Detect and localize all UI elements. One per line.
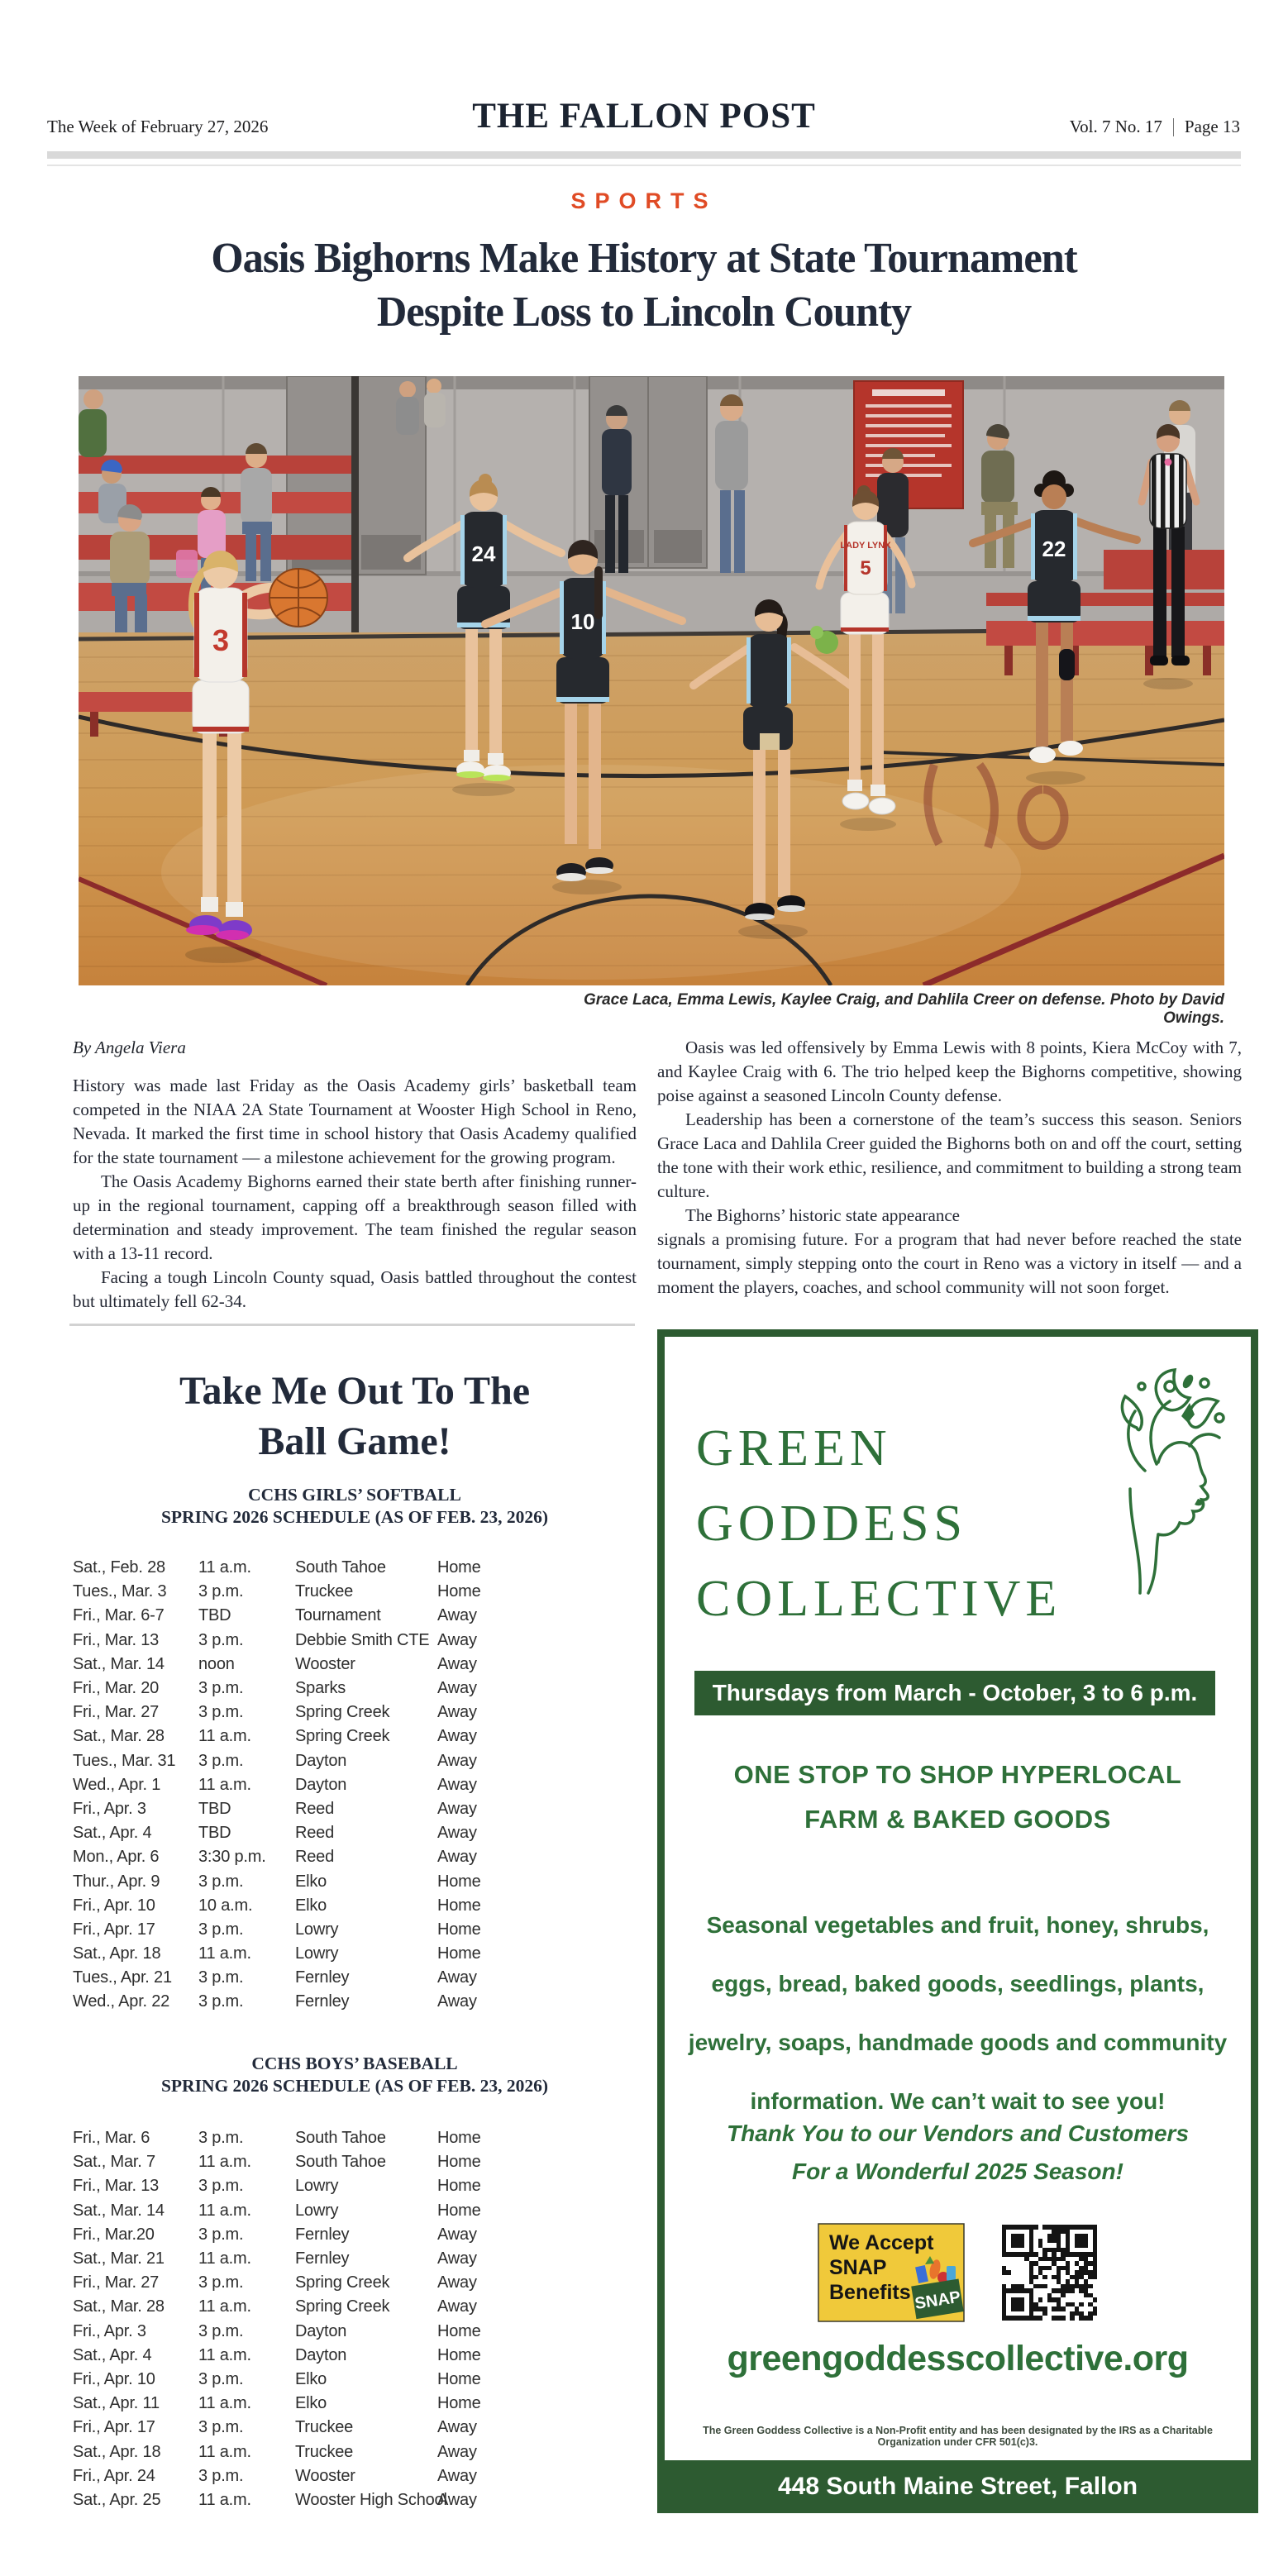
baseball-schedule-heading bbox=[73, 2053, 637, 2097]
schedule-row bbox=[73, 2416, 643, 2440]
jersey-number: 10 bbox=[570, 609, 595, 634]
schedule-cell: Wed., Apr. 22 bbox=[73, 1992, 170, 2011]
baseball-title: CCHS BOYS’ BASEBALL bbox=[251, 2054, 458, 2073]
masthead-title: THE FALLON POST bbox=[472, 97, 816, 136]
schedule-cell: Away bbox=[437, 2273, 477, 2292]
schedule-cell: South Tahoe bbox=[295, 1558, 386, 1577]
schedule-cell: Away bbox=[437, 1848, 477, 1867]
article-paragraph: signals a promising future. For a program that had never before reached the state tournament, simply stepping onto the court in Reno was a victory in itself — and a moment the players, coaches, and school community will not soon forget. bbox=[657, 1229, 1242, 1297]
schedule-cell: 3 p.m. bbox=[198, 1582, 244, 1601]
schedule-cell: Away bbox=[437, 2442, 477, 2461]
schedule-cell: Home bbox=[437, 2321, 481, 2340]
schedule-cell: Away bbox=[437, 1727, 477, 1746]
snap-badge-line: SNAP bbox=[828, 2256, 887, 2279]
article-headline bbox=[19, 231, 1268, 339]
schedule-row bbox=[73, 2320, 643, 2344]
baseball-schedule-table bbox=[73, 2126, 643, 2512]
ad-website: greengoddesscollective.org bbox=[727, 2339, 1189, 2378]
schedule-cell: Spring Creek bbox=[295, 2273, 390, 2292]
schedule-row bbox=[73, 2392, 643, 2416]
schedule-cell: 3 p.m. bbox=[198, 1992, 244, 2011]
schedule-cell: Fri., Mar. 6 bbox=[73, 2129, 150, 2148]
schedule-cell: Away bbox=[437, 2297, 477, 2316]
schedule-cell: Wooster bbox=[295, 1654, 355, 1673]
schedule-row bbox=[73, 2199, 643, 2223]
schedule-row bbox=[73, 2464, 643, 2488]
schedule-cell: 11 a.m. bbox=[198, 2345, 251, 2364]
schedule-cell: Fernley bbox=[295, 2225, 350, 2244]
baseball-subtitle: SPRING 2026 SCHEDULE (AS OF FEB. 23, 2026) bbox=[160, 2076, 549, 2096]
schedule-row bbox=[73, 1749, 643, 1773]
article-paragraph: Leadership has been a cornerstone of the team’s success this season. Seniors Grace Laca and Dahlila Creer guided the Bighorns both on and off the court, setting the tone with their work ethic, resilience, and commitment to building a strong team culture. bbox=[657, 1109, 1242, 1201]
schedule-row bbox=[73, 1629, 643, 1653]
schedule-cell: Fri., Mar. 13 bbox=[73, 2177, 160, 2196]
snap-badge-line: Benefits bbox=[828, 2281, 911, 2304]
schedule-row bbox=[73, 2344, 643, 2368]
softball-title: CCHS GIRLS’ SOFTBALL bbox=[248, 1485, 461, 1505]
goddess-face-icon bbox=[1066, 1365, 1231, 1613]
schedule-cell: Away bbox=[437, 1968, 477, 1987]
page-number: Page 13 bbox=[1184, 117, 1240, 136]
schedule-cell: 11 a.m. bbox=[198, 2394, 251, 2413]
article-paragraph: Oasis was led offensively by Emma Lewis with 8 points, Kiera McCoy with 7, and Kaylee Craig with 6. The trio helped keep the Bighorns competitive, showing poise against a seasoned Lincoln County defense. bbox=[657, 1038, 1242, 1105]
jersey-number: 3 bbox=[212, 623, 230, 657]
schedule-cell: 11 a.m. bbox=[198, 2201, 251, 2220]
schedule-cell: noon bbox=[198, 1654, 235, 1673]
schedule-cell: Fri., Mar. 6-7 bbox=[73, 1606, 165, 1625]
qr-code bbox=[1001, 2224, 1099, 2321]
schedule-cell: Wooster High School bbox=[295, 2490, 447, 2509]
schedule-cell: 3 p.m. bbox=[198, 2418, 244, 2437]
ballgame-heading-line-2: Ball Game! bbox=[258, 1419, 451, 1463]
schedule-cell: Sat., Apr. 18 bbox=[73, 1944, 161, 1963]
schedule-cell: Elko bbox=[295, 1896, 327, 1915]
schedule-row bbox=[73, 2295, 643, 2319]
schedule-cell: Fernley bbox=[295, 1968, 350, 1987]
article-paragraph: The Bighorns’ historic state appearance bbox=[685, 1205, 960, 1225]
schedule-cell: Fri., Mar.20 bbox=[73, 2225, 155, 2244]
headline-line-2: Despite Loss to Lincoln County bbox=[376, 289, 912, 336]
jersey-number: 22 bbox=[1042, 537, 1066, 561]
snap-bag-label: SNAP bbox=[913, 2287, 962, 2314]
schedule-cell: Truckee bbox=[295, 2418, 354, 2437]
schedule-cell: Away bbox=[437, 2466, 477, 2485]
schedule-cell: Lowry bbox=[295, 1920, 339, 1939]
schedule-cell: Sat., Apr. 4 bbox=[73, 2345, 152, 2364]
basketball bbox=[270, 569, 327, 627]
article-paragraph: History was made last Friday as the Oasis Academy girls’ basketball team competed in the NIAA 2A State Tournament at Wooster High School in Reno, Nevada. It marked the first time in school history that Oasis Academy qualified for the state tournament — a milestone achievement for the growing program. bbox=[73, 1076, 637, 1167]
schedule-row bbox=[73, 1724, 643, 1748]
schedule-cell: Home bbox=[437, 1558, 481, 1577]
schedule-row bbox=[73, 1797, 643, 1821]
schedule-row bbox=[73, 2150, 643, 2174]
schedule-cell: Away bbox=[437, 1775, 477, 1794]
schedule-cell: Home bbox=[437, 2394, 481, 2413]
schedule-cell: Wooster bbox=[295, 2466, 355, 2485]
schedule-cell: South Tahoe bbox=[295, 2129, 386, 2148]
schedule-cell: Home bbox=[437, 1920, 481, 1939]
game-photo-illustration bbox=[79, 376, 1224, 985]
article-paragraph: Facing a tough Lincoln County squad, Oasis battled throughout the contest but ultimately fell 62-34. bbox=[73, 1267, 637, 1311]
schedule-cell: Home bbox=[437, 2129, 481, 2148]
schedule-cell: Fri., Mar. 27 bbox=[73, 1703, 160, 1722]
schedule-row bbox=[73, 1894, 643, 1918]
schedule-row bbox=[73, 1966, 643, 1990]
schedule-cell: Spring Creek bbox=[295, 1703, 390, 1722]
schedule-cell: 3 p.m. bbox=[198, 2225, 244, 2244]
schedule-cell: 3 p.m. bbox=[198, 2369, 244, 2388]
ballgame-heading bbox=[73, 1366, 637, 1467]
schedule-cell: 3 p.m. bbox=[198, 2466, 244, 2485]
schedule-cell: 3 p.m. bbox=[198, 2321, 244, 2340]
schedule-cell: Spring Creek bbox=[295, 2297, 390, 2316]
schedule-cell: Home bbox=[437, 1582, 481, 1601]
schedule-cell: Home bbox=[437, 1896, 481, 1915]
schedule-cell: 11 a.m. bbox=[198, 2490, 251, 2509]
schedule-cell: Home bbox=[437, 2153, 481, 2172]
schedule-row bbox=[73, 1918, 643, 1942]
schedule-row bbox=[73, 1869, 643, 1893]
schedule-row bbox=[73, 1821, 643, 1845]
schedule-cell: Tues., Apr. 21 bbox=[73, 1968, 172, 1987]
softball-schedule-heading bbox=[73, 1484, 637, 1529]
ad-fine-print: The Green Goddess Collective is a Non-Profit entity and has been designated by the IRS as a Charitable Organization under CFR 501(c)3. bbox=[703, 2425, 1213, 2448]
schedule-cell: Sat., Apr. 25 bbox=[73, 2490, 161, 2509]
schedule-row bbox=[73, 1580, 643, 1604]
header-rule-thin bbox=[47, 165, 1241, 166]
schedule-cell: 3 p.m. bbox=[198, 2273, 244, 2292]
schedule-cell: 11 a.m. bbox=[198, 1944, 251, 1963]
schedule-cell: Away bbox=[437, 2249, 477, 2268]
schedule-cell: Tues., Mar. 31 bbox=[73, 1751, 176, 1770]
schedule-cell: Sat., Apr. 4 bbox=[73, 1824, 152, 1843]
schedule-row bbox=[73, 1604, 643, 1628]
schedule-cell: Away bbox=[437, 1654, 477, 1673]
schedule-cell: Reed bbox=[295, 1848, 335, 1867]
volume-number: Vol. 7 No. 17 bbox=[1069, 117, 1162, 136]
schedule-cell: Fri., Mar. 20 bbox=[73, 1679, 160, 1698]
schedule-cell: Fri., Apr. 17 bbox=[73, 2418, 155, 2437]
softball-subtitle: SPRING 2026 SCHEDULE (AS OF FEB. 23, 2026) bbox=[160, 1507, 549, 1527]
schedule-cell: TBD bbox=[198, 1606, 231, 1625]
schedule-cell: Home bbox=[437, 2201, 481, 2220]
pipe-divider bbox=[1173, 118, 1174, 136]
jersey-team-name: LADY LYNX bbox=[840, 541, 891, 551]
schedule-row bbox=[73, 1942, 643, 1966]
schedule-cell: 3 p.m. bbox=[198, 1703, 244, 1722]
jersey-number: 24 bbox=[471, 541, 496, 566]
schedule-cell: Dayton bbox=[295, 2321, 347, 2340]
header-rule-thick bbox=[47, 151, 1241, 159]
schedule-cell: Fri., Mar. 27 bbox=[73, 2273, 160, 2292]
section-divider-rule bbox=[69, 1324, 635, 1326]
schedule-cell: Debbie Smith CTE bbox=[295, 1630, 430, 1649]
schedule-cell: Away bbox=[437, 1992, 477, 2011]
schedule-cell: Fri., Mar. 13 bbox=[73, 1630, 160, 1649]
schedule-row bbox=[73, 2488, 643, 2512]
schedule-cell: Lowry bbox=[295, 1944, 339, 1963]
schedule-cell: 11 a.m. bbox=[198, 2249, 251, 2268]
schedule-cell: TBD bbox=[198, 1799, 231, 1818]
schedule-row bbox=[73, 1556, 643, 1580]
schedule-cell: Elko bbox=[295, 2394, 327, 2413]
snap-benefits-badge bbox=[818, 2223, 965, 2322]
schedule-cell: Fernley bbox=[295, 1992, 350, 2011]
schedule-row bbox=[73, 1990, 643, 2014]
schedule-cell: South Tahoe bbox=[295, 2153, 386, 2172]
schedule-cell: Dayton bbox=[295, 1751, 347, 1770]
ad-brand-line: GODDESS bbox=[696, 1496, 967, 1552]
schedule-cell: Mon., Apr. 6 bbox=[73, 1848, 160, 1867]
schedule-cell: Fri., Apr. 24 bbox=[73, 2466, 155, 2485]
schedule-cell: Away bbox=[437, 2225, 477, 2244]
section-label-sports: SPORTS bbox=[570, 188, 718, 213]
schedule-cell: 11 a.m. bbox=[198, 2297, 251, 2316]
schedule-cell: Sat., Mar. 28 bbox=[73, 1727, 165, 1746]
schedule-row bbox=[73, 2247, 643, 2271]
schedule-cell: Sat., Mar. 14 bbox=[73, 2201, 165, 2220]
schedule-cell: 3 p.m. bbox=[198, 1751, 244, 1770]
schedule-cell: 3 p.m. bbox=[198, 1920, 244, 1939]
schedule-cell: Elko bbox=[295, 1872, 327, 1891]
schedule-row bbox=[73, 2368, 643, 2392]
ad-headline-line-2: FARM & BAKED GOODS bbox=[804, 1805, 1111, 1834]
schedule-cell: Fri., Apr. 10 bbox=[73, 2369, 155, 2388]
article-column-left bbox=[73, 1074, 637, 1314]
schedule-cell: 3 p.m. bbox=[198, 1679, 244, 1698]
ad-address-bar: 448 South Maine Street, Fallon bbox=[657, 2460, 1258, 2513]
ad-headline-line-1: ONE STOP TO SHOP HYPERLOCAL bbox=[733, 1760, 1182, 1789]
schedule-cell: Home bbox=[437, 2177, 481, 2196]
ad-brand-line: COLLECTIVE bbox=[696, 1571, 1062, 1627]
ad-body-text: Seasonal vegetables and fruit, honey, shrubs, eggs, bread, baked goods, seedlings, plants, jewelry, soaps, handmade goods and community information. We can’t wait to see you! bbox=[688, 1912, 1228, 2114]
schedule-row bbox=[73, 1773, 643, 1797]
schedule-cell: Home bbox=[437, 1944, 481, 1963]
schedule-cell: Home bbox=[437, 1872, 481, 1891]
schedule-cell: Elko bbox=[295, 2369, 327, 2388]
jersey-number: 5 bbox=[860, 557, 871, 580]
ad-brand-wordmark bbox=[696, 1411, 1061, 1637]
snap-badge-line: We Accept bbox=[828, 2231, 934, 2254]
schedule-cell: Sat., Feb. 28 bbox=[73, 1558, 165, 1577]
schedule-cell: 3 p.m. bbox=[198, 1872, 244, 1891]
schedule-cell: Lowry bbox=[295, 2177, 339, 2196]
schedule-cell: Tues., Mar. 3 bbox=[73, 1582, 167, 1601]
schedule-cell: Lowry bbox=[295, 2201, 339, 2220]
schedule-row bbox=[73, 2271, 643, 2295]
headline-line-1: Oasis Bighorns Make History at State Tournament bbox=[211, 235, 1077, 282]
schedule-cell: 11 a.m. bbox=[198, 2442, 251, 2461]
schedule-row bbox=[73, 2440, 643, 2464]
schedule-cell: Home bbox=[437, 2345, 481, 2364]
schedule-cell: Fri., Apr. 10 bbox=[73, 1896, 155, 1915]
schedule-cell: Fri., Apr. 3 bbox=[73, 1799, 146, 1818]
schedule-cell: Sat., Apr. 18 bbox=[73, 2442, 161, 2461]
ballgame-heading-line-1: Take Me Out To The bbox=[179, 1369, 531, 1413]
schedule-cell: Fernley bbox=[295, 2249, 350, 2268]
ad-thanks-line-2: For a Wonderful 2025 Season! bbox=[792, 2159, 1123, 2184]
schedule-cell: 3 p.m. bbox=[198, 1630, 244, 1649]
schedule-cell: Home bbox=[437, 2369, 481, 2388]
schedule-row bbox=[73, 2174, 643, 2198]
schedule-cell: Truckee bbox=[295, 2442, 354, 2461]
schedule-cell: 3 p.m. bbox=[198, 2177, 244, 2196]
schedule-cell: Sat., Mar. 14 bbox=[73, 1654, 165, 1673]
schedule-cell: Tournament bbox=[295, 1606, 381, 1625]
schedule-cell: 11 a.m. bbox=[198, 2153, 251, 2172]
schedule-cell: Away bbox=[437, 1606, 477, 1625]
schedule-cell: Fri., Apr. 17 bbox=[73, 1920, 155, 1939]
schedule-cell: Away bbox=[437, 1679, 477, 1698]
green-goddess-ad bbox=[657, 1329, 1258, 2513]
schedule-cell: 3 p.m. bbox=[198, 1968, 244, 1987]
ad-brand-line: GREEN bbox=[696, 1420, 892, 1476]
schedule-row bbox=[73, 1845, 643, 1869]
schedule-cell: Wed., Apr. 1 bbox=[73, 1775, 161, 1794]
schedule-cell: TBD bbox=[198, 1824, 231, 1843]
schedule-cell: 11 a.m. bbox=[198, 1558, 251, 1577]
schedule-cell: 3:30 p.m. bbox=[198, 1848, 266, 1867]
schedule-cell: Away bbox=[437, 1799, 477, 1818]
schedule-cell: Sat., Apr. 11 bbox=[73, 2394, 160, 2413]
snap-qr-row bbox=[665, 2223, 1251, 2322]
schedule-cell: 11 a.m. bbox=[198, 1775, 251, 1794]
schedule-row bbox=[73, 1653, 643, 1677]
issue-date: The Week of February 27, 2026 bbox=[47, 117, 269, 136]
schedule-cell: Away bbox=[437, 2418, 477, 2437]
schedule-cell: 10 a.m. bbox=[198, 1896, 253, 1915]
schedule-cell: Reed bbox=[295, 1824, 335, 1843]
schedule-cell: Dayton bbox=[295, 2345, 347, 2364]
schedule-row bbox=[73, 1677, 643, 1701]
schedule-cell: 3 p.m. bbox=[198, 2129, 244, 2148]
game-photo bbox=[79, 376, 1224, 985]
ad-hours-banner: Thursdays from March - October, 3 to 6 p.m. bbox=[694, 1671, 1215, 1715]
schedule-cell: Thur., Apr. 9 bbox=[73, 1872, 160, 1891]
schedule-cell: Spring Creek bbox=[295, 1727, 390, 1746]
schedule-cell: Sat., Mar. 21 bbox=[73, 2249, 165, 2268]
schedule-cell: Sparks bbox=[295, 1679, 346, 1698]
article-paragraph: The Oasis Academy Bighorns earned their state berth after finishing runner-up in the regional tournament, capping off a breakthrough season filled with determination and steady improvement. The team finished the regular season with a 13-11 record. bbox=[73, 1171, 637, 1263]
schedule-cell: Reed bbox=[295, 1799, 335, 1818]
schedule-cell: Sat., Mar. 7 bbox=[73, 2153, 155, 2172]
schedule-cell: 11 a.m. bbox=[198, 1727, 251, 1746]
schedule-cell: Away bbox=[437, 1824, 477, 1843]
softball-schedule-table bbox=[73, 1556, 643, 2015]
volume-page-line bbox=[1070, 117, 1240, 137]
schedule-cell: Dayton bbox=[295, 1775, 347, 1794]
schedule-cell: Away bbox=[437, 1630, 477, 1649]
photo-caption: Grace Laca, Emma Lewis, Kaylee Craig, and Dahlila Creer on defense. Photo by David Owings. bbox=[583, 991, 1224, 1027]
article-column-right bbox=[657, 1036, 1242, 1300]
ad-thanks-line-1: Thank You to our Vendors and Customers bbox=[726, 2120, 1190, 2146]
schedule-cell: Away bbox=[437, 1703, 477, 1722]
schedule-cell: Fri., Apr. 3 bbox=[73, 2321, 146, 2340]
schedule-cell: Away bbox=[437, 2490, 477, 2509]
schedule-row bbox=[73, 1701, 643, 1724]
schedule-cell: Sat., Mar. 28 bbox=[73, 2297, 165, 2316]
byline: By Angela Viera bbox=[73, 1038, 186, 1057]
schedule-cell: Truckee bbox=[295, 1582, 354, 1601]
schedule-row bbox=[73, 2126, 643, 2150]
schedule-cell: Away bbox=[437, 1751, 477, 1770]
schedule-row bbox=[73, 2223, 643, 2247]
